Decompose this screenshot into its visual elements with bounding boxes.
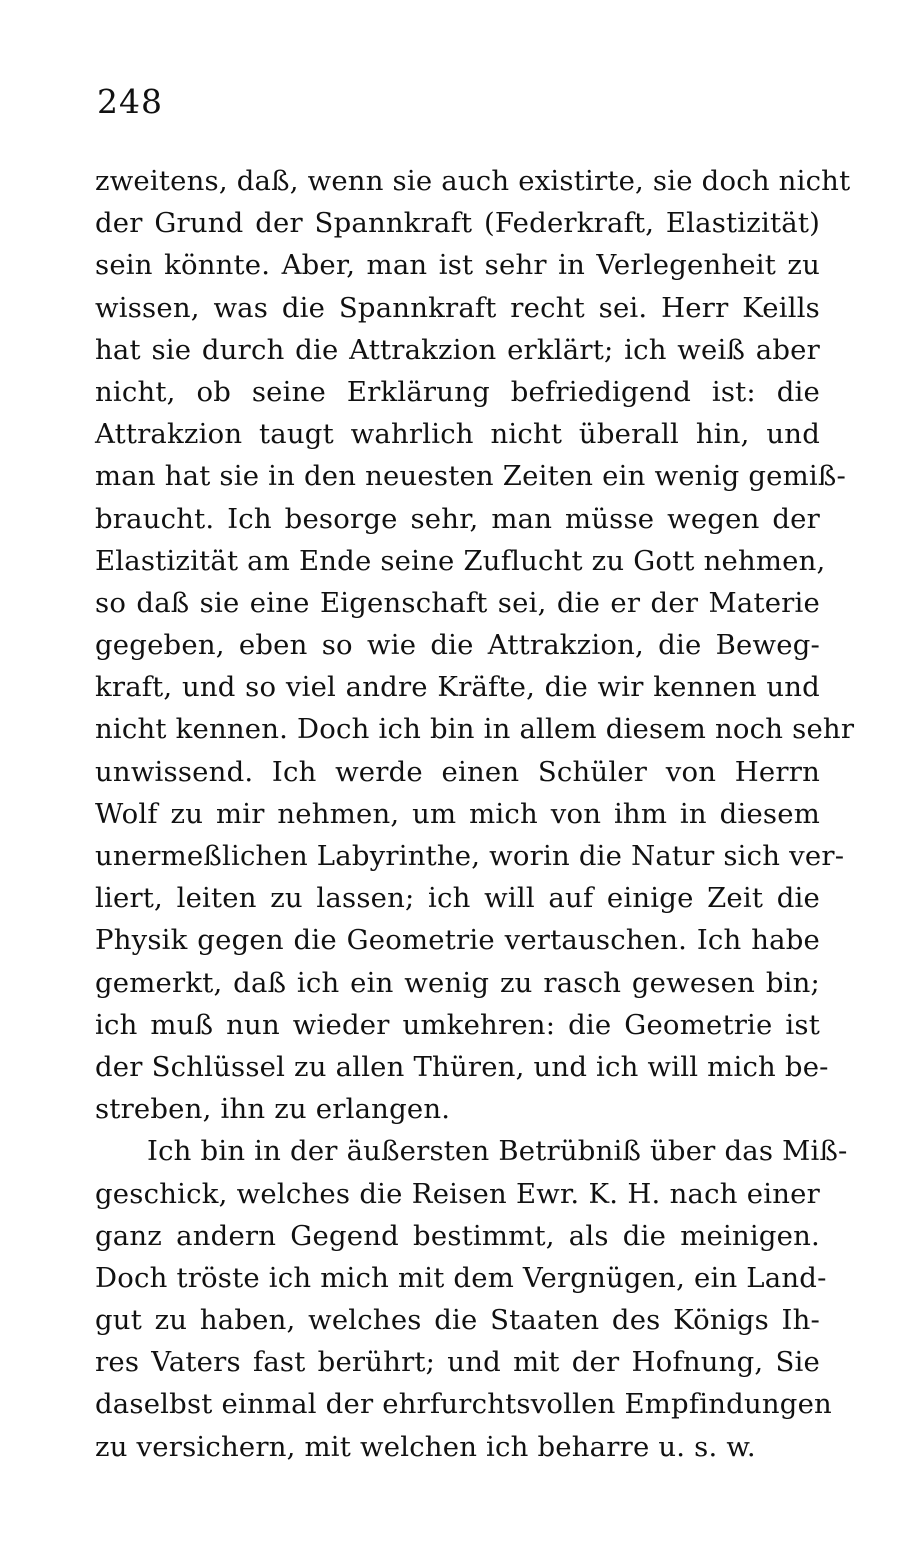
text-line: sein könnte. Aber, man ist sehr in Verlegenheit zu — [95, 249, 820, 282]
text-line: res Vaters fast berührt; und mit der Hofnung, Sie — [95, 1346, 820, 1379]
text-line: gut zu haben, welches die Staaten des Königs Ih- — [95, 1304, 820, 1337]
text-line: zu versichern, mit welchen ich beharre u. s. w. — [95, 1430, 756, 1463]
text-line: Elastizität am Ende seine Zuflucht zu Gott nehmen, — [95, 544, 826, 577]
page-number: 248 — [97, 82, 163, 121]
text-line: Attrakzion taugt wahrlich nicht überall hin, und — [95, 418, 820, 451]
text-line: unermeßlichen Labyrinthe, worin die Natur sich ver- — [95, 840, 845, 872]
text-line: braucht. Ich besorge sehr, man müsse wegen der — [95, 502, 820, 535]
text-line: wissen, was die Spannkraft recht sei. Herr Keills — [95, 291, 820, 324]
text-line: gegeben, eben so wie die Attrakzion, die Beweg- — [95, 629, 820, 662]
text-line: kraft, und so viel andre Kräfte, die wir kennen und — [95, 671, 820, 704]
text-line: nicht, ob seine Erklärung befriedigend ist: die — [95, 375, 820, 408]
text-line: unwissend. Ich werde einen Schüler von Herrn — [95, 755, 820, 788]
text-line: der Schlüssel zu allen Thüren, und ich will mich be- — [95, 1050, 829, 1083]
text-line: ich muß nun wieder umkehren: die Geometrie ist — [95, 1008, 820, 1041]
text-line: der Grund der Spannkraft (Federkraft, Elastizität) — [95, 207, 820, 240]
text-line: Physik gegen die Geometrie vertauschen. Ich habe — [95, 924, 820, 957]
text-line: daselbst einmal der ehrfurchtsvollen Empfindungen — [95, 1388, 832, 1421]
text-line: Doch tröste ich mich mit dem Vergnügen, ein Land- — [95, 1261, 827, 1294]
text-line: Ich bin in der äußersten Betrübniß über das Miß- — [147, 1135, 848, 1168]
text-line: liert, leiten zu lassen; ich will auf einige Zeit die — [95, 882, 820, 915]
text-line: geschick, welches die Reisen Ewr. K. H. nach einer — [95, 1177, 820, 1210]
text-line: Wolf zu mir nehmen, um mich von ihm in diesem — [95, 797, 820, 830]
text-line: zweitens, daß, wenn sie auch existirte, sie doch nicht — [95, 165, 851, 197]
text-line: so daß sie eine Eigenschaft sei, die er der Materie — [95, 586, 820, 619]
text-line: streben, ihn zu erlangen. — [95, 1093, 451, 1126]
text-line: hat sie durch die Attrakzion erklärt; ich weiß aber — [95, 333, 820, 366]
text-line: nicht kennen. Doch ich bin in allem diesem noch sehr — [95, 713, 855, 746]
text-line: ganz andern Gegend bestimmt, als die meinigen. — [95, 1219, 820, 1252]
body-text — [95, 160, 855, 1468]
text-line: man hat sie in den neuesten Zeiten ein wenig gemiß- — [95, 460, 846, 493]
text-line: gemerkt, daß ich ein wenig zu rasch gewesen bin; — [95, 966, 820, 999]
